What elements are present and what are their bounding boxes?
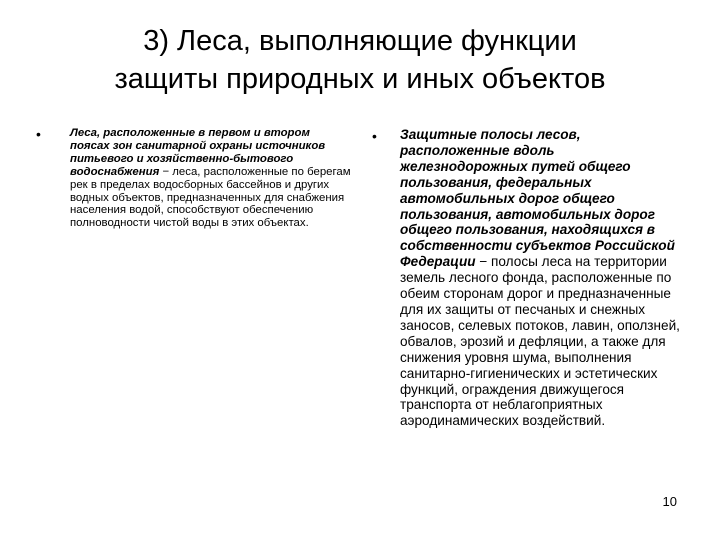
right-bullet-text bbox=[400, 127, 682, 429]
bullet-icon: • bbox=[36, 126, 41, 142]
title-line-1: 3) Леса, выполняющие функции bbox=[143, 25, 577, 57]
right-bullet-body: − полосы леса на территории земель лесного фонда, расположенные по обеим сторонам дорог и предназначенные для их защиты от песчаных и снежных заносов, селевых потоков, лавин, оползней, обвалов, эрозий и дефляции, а также для снижения уровня шума, выполнения санитарно-гигиенических и эстетических функций, ограждения движущегося транспорта от неблагоприятных аэродинамических воздействий. bbox=[400, 254, 680, 429]
page-number: 10 bbox=[662, 494, 677, 509]
left-bullet-body: − леса, расположенные по берегам рек в пределах водосборных бассейнов и других водных объектов, предназначенных для снабжения населения водой, способствуют обеспечению полноводности чистой воды в этих объектах. bbox=[70, 165, 351, 230]
bullet-icon: • bbox=[372, 128, 377, 144]
title-line-2: защиты природных и иных объектов bbox=[114, 63, 606, 95]
left-bullet-text bbox=[70, 127, 352, 230]
right-bullet-emphasis: Защитные полосы лесов, расположенные вдоль железнодорожных путей общего пользования, федеральных автомобильных дорог общего пользования, автомобильных дорог общего пользования, находящихся в собственности субъектов Российской Федерации bbox=[400, 127, 675, 270]
left-bullet-emphasis: Леса, расположенные в первом и втором поясах зон санитарной охраны источников питьевого и хозяйственно-бытового водоснабжения bbox=[70, 127, 326, 178]
slide-title bbox=[40, 22, 680, 98]
